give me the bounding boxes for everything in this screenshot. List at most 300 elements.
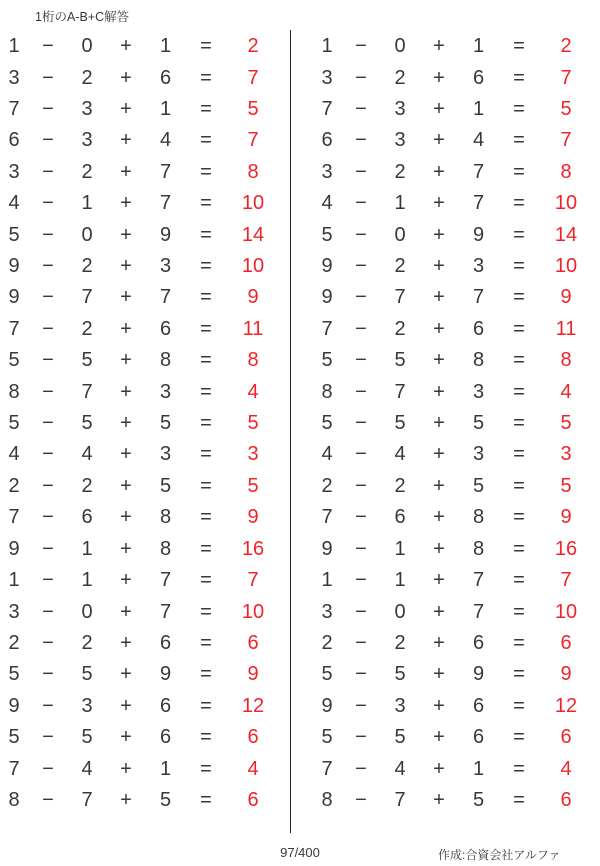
plus-operator: +	[120, 349, 132, 372]
operand-c: 7	[472, 160, 485, 183]
answer-value: 14	[554, 223, 578, 246]
operand-c: 6	[159, 631, 172, 654]
minus-operator: −	[355, 317, 367, 340]
answer-value: 8	[247, 349, 259, 372]
equals-sign: =	[513, 129, 525, 152]
operand-b: 0	[81, 35, 93, 58]
answer-value: 4	[247, 757, 259, 780]
operand-a: 9	[321, 255, 333, 278]
plus-operator: +	[120, 380, 132, 403]
answer-value: 10	[241, 255, 265, 278]
equals-sign: =	[200, 223, 212, 246]
equation-row	[0, 93, 279, 124]
operand-a: 6	[8, 129, 20, 152]
operand-a: 6	[321, 129, 333, 152]
answer-value: 4	[560, 380, 572, 403]
operand-c: 8	[472, 506, 485, 529]
plus-operator: +	[120, 160, 132, 183]
answer-value: 2	[560, 35, 572, 58]
answer-value: 7	[247, 129, 259, 152]
plus-operator: +	[433, 757, 445, 780]
answer-value: 9	[560, 286, 572, 309]
equals-sign: =	[513, 66, 525, 89]
operand-b: 0	[394, 223, 406, 246]
operand-c: 8	[159, 506, 172, 529]
answer-value: 3	[560, 443, 572, 466]
answer-value: 7	[247, 569, 259, 592]
answer-value: 9	[247, 286, 259, 309]
operand-b: 5	[394, 663, 406, 686]
operand-b: 7	[394, 788, 406, 811]
equals-sign: =	[200, 663, 212, 686]
operand-a: 5	[8, 223, 20, 246]
operand-c: 8	[472, 349, 485, 372]
equation-row	[313, 439, 592, 470]
operand-a: 4	[8, 443, 20, 466]
operand-c: 6	[472, 631, 485, 654]
answer-value: 6	[560, 631, 572, 654]
equation-row	[313, 219, 592, 250]
operand-b: 3	[394, 129, 406, 152]
equals-sign: =	[513, 537, 525, 560]
equals-sign: =	[513, 443, 525, 466]
operand-b: 6	[81, 506, 93, 529]
equals-sign: =	[513, 506, 525, 529]
minus-operator: −	[355, 788, 367, 811]
operand-a: 5	[8, 726, 20, 749]
minus-operator: −	[355, 255, 367, 278]
operand-b: 2	[394, 631, 406, 654]
operand-a: 9	[321, 694, 333, 717]
answer-value: 5	[560, 98, 572, 121]
minus-operator: −	[42, 380, 54, 403]
plus-operator: +	[433, 726, 445, 749]
minus-operator: −	[42, 349, 54, 372]
plus-operator: +	[433, 317, 445, 340]
answer-value: 12	[241, 694, 265, 717]
equals-sign: =	[513, 474, 525, 497]
equals-sign: =	[200, 98, 212, 121]
minus-operator: −	[355, 66, 367, 89]
operand-a: 4	[8, 192, 20, 215]
equation-row	[0, 250, 279, 281]
problems-column-right	[313, 31, 592, 816]
operand-b: 2	[394, 66, 406, 89]
answer-value: 10	[554, 192, 578, 215]
plus-operator: +	[120, 631, 132, 654]
operand-b: 0	[81, 223, 93, 246]
equals-sign: =	[513, 757, 525, 780]
equals-sign: =	[200, 35, 212, 58]
equation-row	[0, 125, 279, 156]
equals-sign: =	[200, 506, 212, 529]
operand-b: 0	[81, 600, 93, 623]
equation-row	[0, 502, 279, 533]
operand-c: 7	[159, 600, 172, 623]
operand-c: 6	[159, 317, 172, 340]
minus-operator: −	[42, 788, 54, 811]
operand-a: 7	[321, 506, 333, 529]
operand-b: 0	[394, 600, 406, 623]
equals-sign: =	[200, 757, 212, 780]
equation-row	[313, 125, 592, 156]
equation-row	[0, 219, 279, 250]
operand-b: 2	[81, 317, 93, 340]
minus-operator: −	[355, 757, 367, 780]
answer-value: 14	[241, 223, 265, 246]
page-title: 1桁のA-B+C解答	[35, 10, 130, 24]
equation-row	[0, 313, 279, 344]
operand-c: 3	[159, 380, 172, 403]
minus-operator: −	[355, 129, 367, 152]
minus-operator: −	[355, 506, 367, 529]
operand-c: 8	[472, 537, 485, 560]
minus-operator: −	[355, 443, 367, 466]
answer-value: 8	[560, 160, 572, 183]
equals-sign: =	[513, 663, 525, 686]
equation-row	[313, 345, 592, 376]
minus-operator: −	[355, 35, 367, 58]
operand-a: 5	[8, 349, 20, 372]
operand-c: 1	[159, 98, 172, 121]
operand-c: 6	[472, 66, 485, 89]
operand-a: 9	[321, 286, 333, 309]
operand-b: 2	[81, 631, 93, 654]
equation-row	[0, 659, 279, 690]
equals-sign: =	[200, 600, 212, 623]
answer-value: 16	[554, 537, 578, 560]
operand-a: 2	[321, 631, 333, 654]
equals-sign: =	[200, 569, 212, 592]
equation-row	[0, 564, 279, 595]
plus-operator: +	[433, 223, 445, 246]
operand-b: 2	[394, 255, 406, 278]
equation-row	[313, 564, 592, 595]
operand-a: 1	[321, 35, 333, 58]
minus-operator: −	[42, 757, 54, 780]
operand-b: 1	[81, 537, 93, 560]
minus-operator: −	[42, 98, 54, 121]
minus-operator: −	[355, 663, 367, 686]
equals-sign: =	[513, 412, 525, 435]
minus-operator: −	[355, 600, 367, 623]
plus-operator: +	[120, 192, 132, 215]
operand-c: 7	[159, 192, 172, 215]
plus-operator: +	[120, 694, 132, 717]
operand-a: 5	[8, 412, 20, 435]
plus-operator: +	[120, 663, 132, 686]
operand-a: 8	[321, 788, 333, 811]
plus-operator: +	[120, 286, 132, 309]
answer-value: 6	[247, 726, 259, 749]
operand-a: 8	[321, 380, 333, 403]
operand-a: 3	[321, 160, 333, 183]
answer-value: 16	[241, 537, 265, 560]
operand-a: 1	[321, 569, 333, 592]
answer-value: 9	[560, 506, 572, 529]
equals-sign: =	[513, 317, 525, 340]
plus-operator: +	[120, 443, 132, 466]
operand-c: 1	[472, 757, 485, 780]
minus-operator: −	[355, 380, 367, 403]
plus-operator: +	[120, 255, 132, 278]
equals-sign: =	[513, 160, 525, 183]
plus-operator: +	[433, 192, 445, 215]
equals-sign: =	[200, 631, 212, 654]
equation-row	[313, 659, 592, 690]
operand-c: 4	[159, 129, 172, 152]
plus-operator: +	[433, 98, 445, 121]
equals-sign: =	[200, 537, 212, 560]
equation-row	[313, 93, 592, 124]
minus-operator: −	[42, 443, 54, 466]
minus-operator: −	[355, 160, 367, 183]
answer-value: 2	[247, 35, 259, 58]
equals-sign: =	[513, 380, 525, 403]
plus-operator: +	[433, 286, 445, 309]
equation-row	[0, 627, 279, 658]
equals-sign: =	[200, 286, 212, 309]
operand-b: 6	[394, 506, 406, 529]
operand-b: 4	[394, 443, 406, 466]
answer-value: 4	[247, 380, 259, 403]
operand-a: 9	[8, 286, 20, 309]
equals-sign: =	[200, 694, 212, 717]
operand-c: 9	[159, 223, 172, 246]
operand-a: 5	[321, 663, 333, 686]
minus-operator: −	[42, 726, 54, 749]
equation-row	[313, 156, 592, 187]
operand-a: 5	[321, 726, 333, 749]
equation-row	[313, 533, 592, 564]
operand-a: 2	[8, 631, 20, 654]
plus-operator: +	[433, 631, 445, 654]
equals-sign: =	[513, 600, 525, 623]
operand-c: 7	[472, 192, 485, 215]
operand-c: 1	[472, 35, 485, 58]
operand-b: 2	[394, 317, 406, 340]
equals-sign: =	[513, 286, 525, 309]
equation-row	[0, 721, 279, 752]
operand-a: 2	[321, 474, 333, 497]
plus-operator: +	[433, 129, 445, 152]
operand-b: 1	[394, 192, 406, 215]
equals-sign: =	[200, 726, 212, 749]
equation-row	[313, 596, 592, 627]
minus-operator: −	[42, 160, 54, 183]
operand-a: 8	[8, 788, 20, 811]
operand-b: 1	[394, 569, 406, 592]
equation-row	[313, 313, 592, 344]
equals-sign: =	[200, 66, 212, 89]
operand-c: 1	[159, 757, 172, 780]
plus-operator: +	[433, 160, 445, 183]
equals-sign: =	[200, 255, 212, 278]
operand-b: 7	[81, 380, 93, 403]
plus-operator: +	[120, 317, 132, 340]
equation-row	[0, 345, 279, 376]
plus-operator: +	[433, 694, 445, 717]
equation-row	[0, 407, 279, 438]
answer-value: 10	[554, 600, 578, 623]
operand-b: 5	[394, 349, 406, 372]
operand-b: 3	[394, 98, 406, 121]
plus-operator: +	[433, 349, 445, 372]
answer-value: 6	[560, 788, 572, 811]
minus-operator: −	[355, 569, 367, 592]
equation-row	[313, 784, 592, 815]
problems-column-left	[0, 31, 279, 816]
answer-value: 6	[247, 631, 259, 654]
minus-operator: −	[42, 317, 54, 340]
operand-c: 7	[159, 286, 172, 309]
operand-a: 9	[8, 694, 20, 717]
equation-row	[0, 282, 279, 313]
equation-row	[313, 250, 592, 281]
equals-sign: =	[200, 317, 212, 340]
operand-b: 5	[81, 726, 93, 749]
plus-operator: +	[120, 98, 132, 121]
equals-sign: =	[200, 129, 212, 152]
plus-operator: +	[433, 66, 445, 89]
equation-row	[0, 376, 279, 407]
operand-c: 8	[159, 537, 172, 560]
operand-b: 3	[81, 98, 93, 121]
equals-sign: =	[200, 412, 212, 435]
answer-value: 3	[247, 443, 259, 466]
minus-operator: −	[355, 286, 367, 309]
operand-b: 0	[394, 35, 406, 58]
operand-c: 3	[159, 443, 172, 466]
operand-a: 7	[321, 317, 333, 340]
answer-value: 5	[247, 98, 259, 121]
answer-value: 8	[560, 349, 572, 372]
answer-value: 4	[560, 757, 572, 780]
operand-c: 7	[472, 569, 485, 592]
minus-operator: −	[42, 663, 54, 686]
equals-sign: =	[513, 631, 525, 654]
equals-sign: =	[200, 160, 212, 183]
equals-sign: =	[200, 788, 212, 811]
minus-operator: −	[42, 223, 54, 246]
operand-b: 5	[81, 663, 93, 686]
operand-c: 7	[159, 569, 172, 592]
minus-operator: −	[42, 412, 54, 435]
equation-row	[0, 470, 279, 501]
operand-c: 1	[472, 98, 485, 121]
operand-a: 7	[321, 757, 333, 780]
column-divider	[290, 30, 291, 833]
plus-operator: +	[433, 380, 445, 403]
equals-sign: =	[513, 726, 525, 749]
plus-operator: +	[433, 35, 445, 58]
minus-operator: −	[42, 506, 54, 529]
operand-b: 5	[81, 349, 93, 372]
equation-row	[313, 470, 592, 501]
operand-a: 3	[321, 600, 333, 623]
operand-c: 3	[159, 255, 172, 278]
operand-a: 4	[321, 192, 333, 215]
plus-operator: +	[433, 506, 445, 529]
plus-operator: +	[433, 788, 445, 811]
operand-c: 3	[472, 255, 485, 278]
operand-c: 6	[472, 317, 485, 340]
minus-operator: −	[42, 35, 54, 58]
equals-sign: =	[513, 349, 525, 372]
operand-b: 1	[81, 192, 93, 215]
answer-value: 7	[560, 129, 572, 152]
answer-value: 8	[247, 160, 259, 183]
answer-value: 7	[560, 66, 572, 89]
operand-b: 5	[81, 412, 93, 435]
equation-row	[313, 407, 592, 438]
operand-b: 4	[81, 443, 93, 466]
minus-operator: −	[42, 192, 54, 215]
operand-b: 2	[394, 474, 406, 497]
operand-c: 9	[472, 223, 485, 246]
answer-value: 5	[560, 412, 572, 435]
equals-sign: =	[200, 474, 212, 497]
operand-c: 3	[472, 443, 485, 466]
answer-value: 7	[560, 569, 572, 592]
minus-operator: −	[355, 694, 367, 717]
operand-c: 6	[472, 694, 485, 717]
minus-operator: −	[355, 98, 367, 121]
operand-c: 4	[472, 129, 485, 152]
minus-operator: −	[355, 349, 367, 372]
operand-b: 2	[81, 160, 93, 183]
plus-operator: +	[120, 66, 132, 89]
equation-row	[0, 753, 279, 784]
equation-row	[313, 188, 592, 219]
operand-b: 5	[394, 726, 406, 749]
minus-operator: −	[42, 474, 54, 497]
minus-operator: −	[42, 286, 54, 309]
operand-c: 6	[159, 66, 172, 89]
answer-value: 9	[560, 663, 572, 686]
operand-b: 5	[394, 412, 406, 435]
operand-c: 8	[159, 349, 172, 372]
equals-sign: =	[513, 788, 525, 811]
operand-a: 4	[321, 443, 333, 466]
equation-row	[0, 62, 279, 93]
operand-c: 5	[472, 412, 485, 435]
equation-row	[0, 156, 279, 187]
equation-row	[313, 282, 592, 313]
equation-row	[313, 721, 592, 752]
answer-value: 10	[241, 600, 265, 623]
operand-b: 2	[81, 474, 93, 497]
plus-operator: +	[120, 129, 132, 152]
equals-sign: =	[513, 35, 525, 58]
answer-value: 11	[555, 317, 577, 340]
credit-text: 作成:合資会社アルファ	[438, 848, 561, 862]
equals-sign: =	[513, 223, 525, 246]
operand-b: 1	[81, 569, 93, 592]
plus-operator: +	[120, 412, 132, 435]
operand-b: 3	[81, 129, 93, 152]
equation-row	[313, 376, 592, 407]
operand-c: 1	[159, 35, 172, 58]
operand-b: 2	[394, 160, 406, 183]
minus-operator: −	[355, 474, 367, 497]
operand-c: 3	[472, 380, 485, 403]
equation-row	[313, 31, 592, 62]
operand-a: 5	[321, 223, 333, 246]
operand-a: 7	[8, 317, 20, 340]
equation-row	[313, 502, 592, 533]
operand-c: 6	[472, 726, 485, 749]
